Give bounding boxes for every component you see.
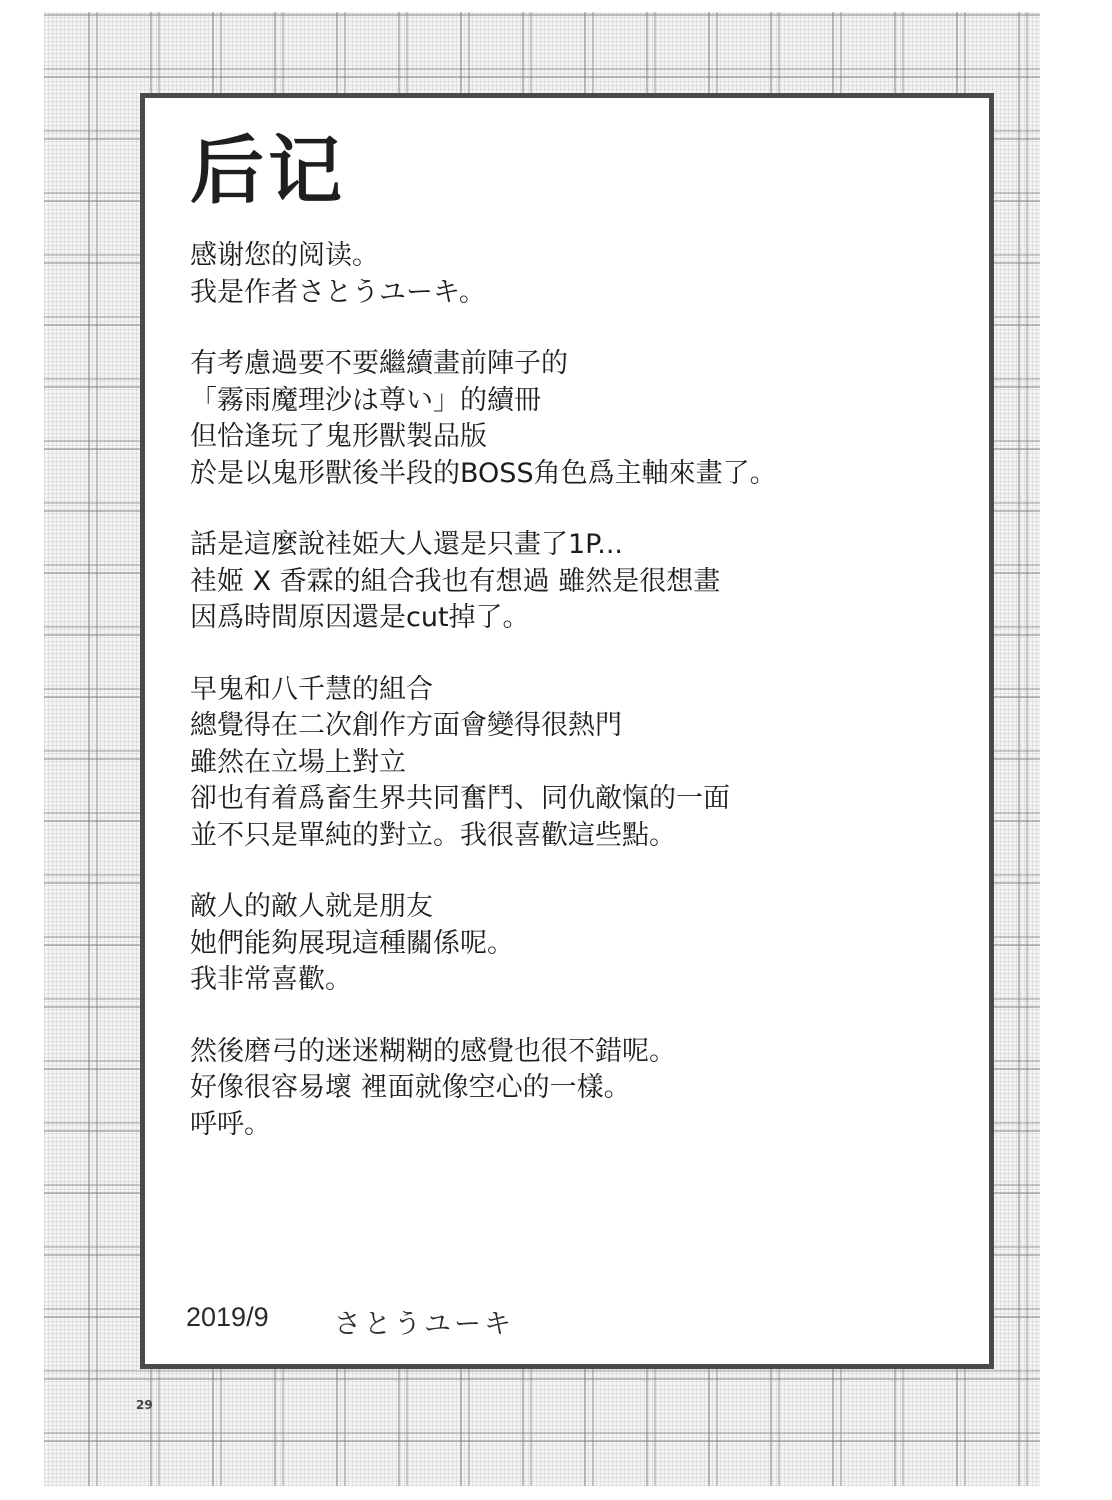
paragraph	[190, 238, 950, 311]
paragraph	[190, 527, 950, 637]
paragraph	[190, 346, 950, 492]
text-line: 呼呼。	[190, 1108, 271, 1140]
text-line: 並不只是單純的對立。我很喜歡這些點。	[190, 819, 676, 851]
text-line: 然後磨弓的迷迷糊糊的感覺也很不錯呢。	[190, 1035, 676, 1067]
paragraph	[190, 1034, 950, 1144]
text-line: 於是以鬼形獸後半段的BOSS角色爲主軸來畫了。	[190, 457, 777, 489]
text-line: 她們能夠展現這種關係呢。	[190, 927, 514, 959]
paragraph	[190, 889, 950, 999]
text-line: 「霧雨魔理沙は尊い」的續冊	[190, 384, 541, 416]
text-line: 總覺得在二次創作方面會變得很熱門	[190, 710, 622, 741]
text-line: 袿姬 X 香霖的組合我也有想過 雖然是很想畫	[190, 565, 721, 597]
text-line: 因爲時間原因還是cut掉了。	[190, 602, 530, 633]
paragraph	[190, 672, 950, 855]
text-line: 敵人的敵人就是朋友	[190, 891, 433, 922]
text-line: 我是作者さとうユーキ。	[190, 276, 486, 308]
text-line: 好像很容易壞 裡面就像空心的一樣。	[190, 1072, 631, 1103]
page-number: 29	[136, 1398, 153, 1412]
text-line: 有考慮過要不要繼續畫前陣子的	[190, 348, 568, 379]
afterword-body	[190, 238, 950, 1178]
text-line: 卻也有着爲畜生界共同奮鬥、同仇敵愾的一面	[190, 783, 730, 814]
text-line: 雖然在立場上對立	[190, 746, 406, 778]
text-line: 感谢您的阅读。	[190, 240, 379, 271]
text-line: 早鬼和八千慧的組合	[190, 673, 433, 705]
signature-date: 2019/9	[186, 1302, 269, 1332]
signature-author: さとうユーキ	[334, 1309, 514, 1340]
text-line: 話是這麼說袿姫大人還是只畫了1P...	[190, 529, 624, 560]
page-title: 后记	[190, 128, 346, 214]
text-line: 我非常喜歡。	[190, 964, 352, 995]
text-line: 但恰逢玩了鬼形獸製品版	[190, 421, 487, 452]
